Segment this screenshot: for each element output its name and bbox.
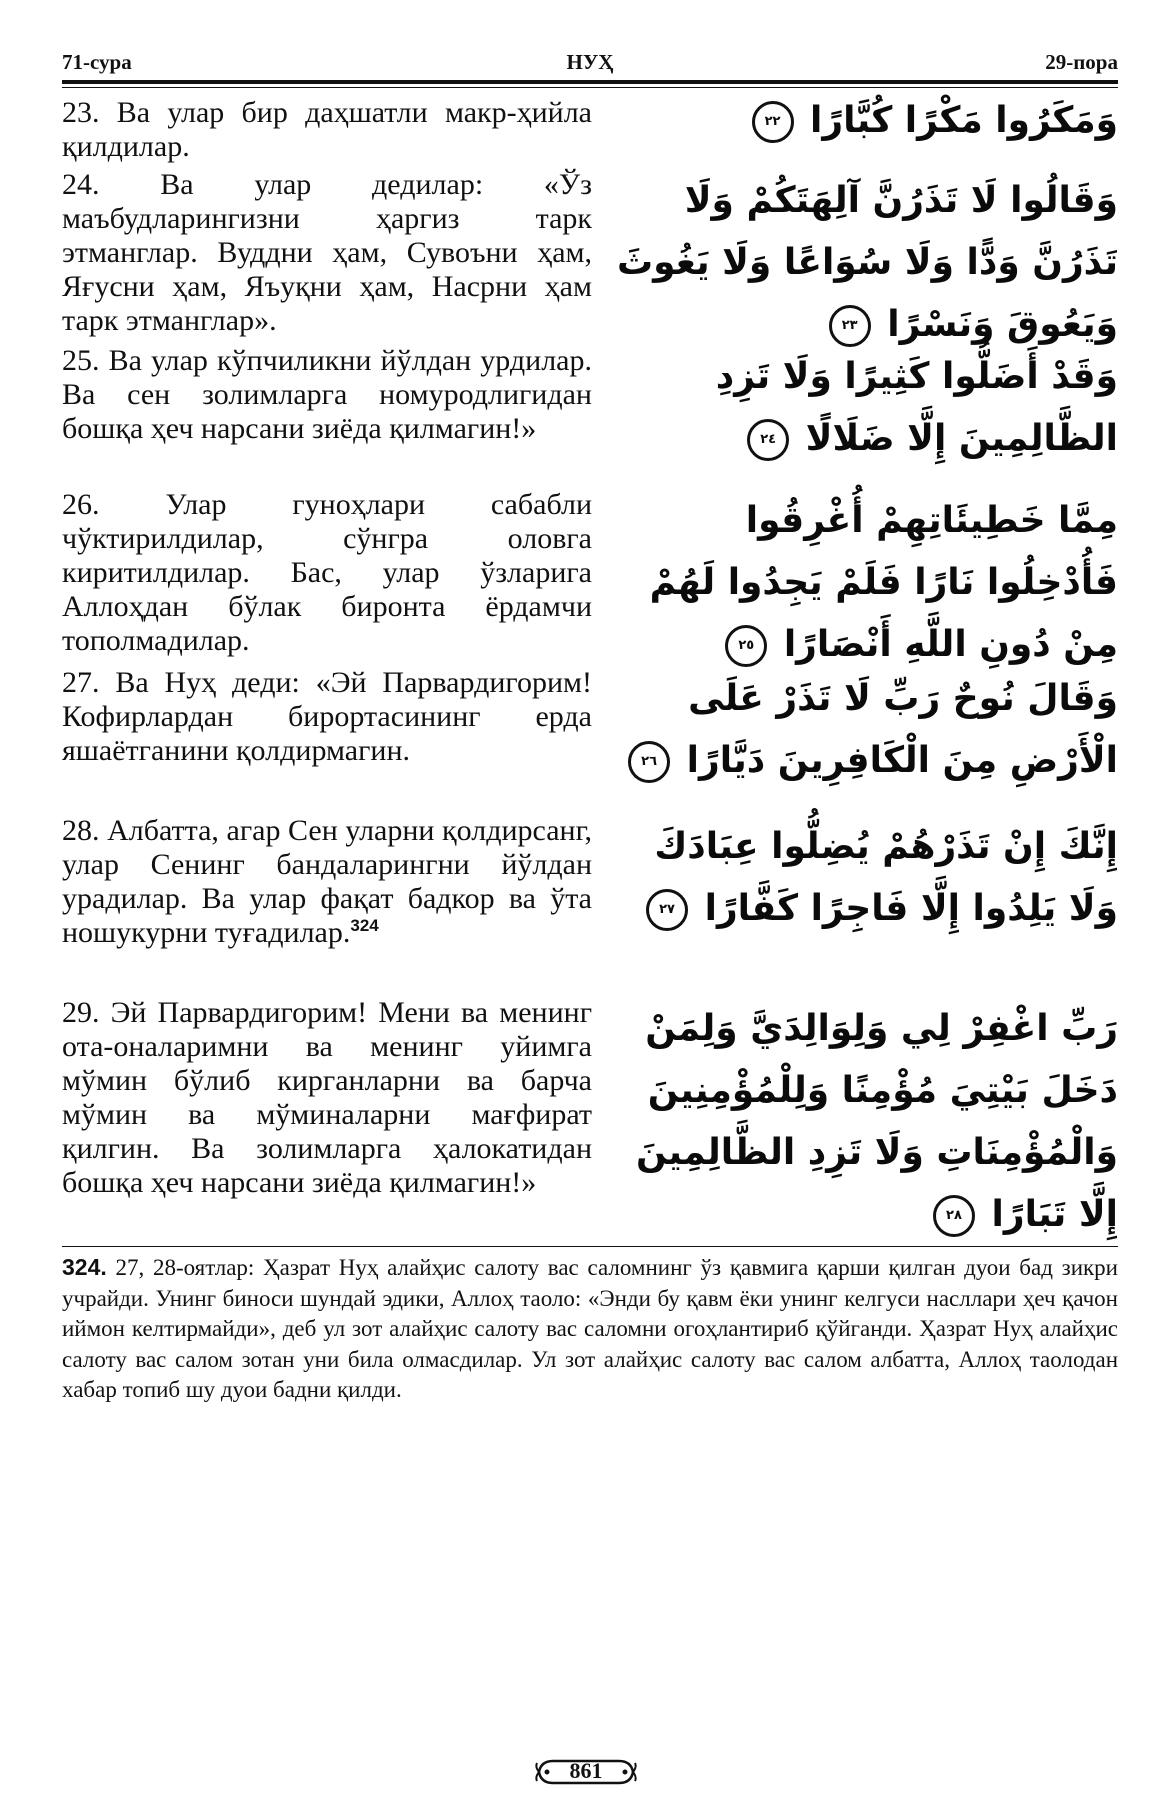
footnote-text: 27, 28-оятлар: Ҳазрат Нуҳ алайҳис салоту вас саломнинг ўз қавмига қарши қилган дуои бад зикри учрайди. Унинг биноси шундай эдики, Аллоҳ таоло: «Энди бу қавм ёки унинг келгуси насллари ҳеч қачон иймон келтирмайди», деб ул зот алайҳис салоту вас саломни огоҳлантириб қўйганди. Ҳазрат Нуҳ алайҳис салоту вас салом зотан уни била олмасдилар. Ул зот алайҳис салоту вас салом албатта, Аллоҳ таолодан хабар топиб шу дуои бадни қилди.	[62, 1255, 1118, 1402]
arabic-text: وَقَدْ أَضَلُّوا كَثِيرًا وَلَا تَزِدِ الظَّالِمِينَ إِلَّا ضَلَالًا	[715, 356, 1118, 459]
juz-number: 29-пора	[1045, 50, 1118, 74]
verse-arabic	[610, 668, 1118, 792]
ayah-number-icon: ٢٥	[725, 625, 767, 667]
arabic-text: مِمَّا خَطِيئَاتِهِمْ أُغْرِقُوا فَأُدْخِلُوا نَارًا فَلَمْ يَجِدُوا لَهُمْ مِنْ دُونِ اللَّهِ أَنْصَارًا	[649, 500, 1118, 665]
ayah-number-icon: ٢٢	[752, 101, 794, 143]
verse-arabic	[610, 170, 1118, 356]
verse-translation: 29. Эй Парвардигорим! Мени ва менинг ота-оналаримни ва менинг уйимга мўмин бўлиб кирганларни ва барча мўмин ва мўминаларни мағфират қилгин. Ва золимларга ҳалокатидан бошқа ҳеч нарсани зиёда қилмагин!»	[62, 996, 592, 1199]
verse-translation: 25. Ва улар кўпчиликни йўлдан урдилар. Ва сен золимларга номуродлигидан бошқа ҳеч нарсани зиёда қилмагин!»	[62, 344, 592, 445]
arabic-text: وَمَكَرُوا مَكْرًا كُبَّارًا	[810, 100, 1118, 141]
verse-translation	[62, 814, 592, 950]
header-rule-thin	[62, 87, 1118, 88]
footnote-reference[interactable]: 324	[350, 916, 379, 935]
arabic-text: رَبِّ اغْفِرْ لِي وَلِوَالِدَيَّ وَلِمَنْ دَخَلَ بَيْتِيَ مُؤْمِنًا وَلِلْمُؤْمِنِينَ وَالْمُؤْمِنَاتِ وَلَا تَزِدِ الظَّالِمِينَ إِلَّا تَبَارًا	[636, 1008, 1118, 1235]
translation-text: 28. Албатта, агар Сен уларни қолдирсанг, улар Сенинг бандаларингни йўлдан урадилар. Ва улар фақат бадкор ва ўта ношукурни туғадилар.	[62, 814, 592, 949]
verse-arabic	[610, 998, 1118, 1246]
arabic-text: وَقَالُوا لَا تَذَرُنَّ آلِهَتَكُمْ وَلَا تَذَرُنَّ وَدًّا وَلَا سُوَاعًا وَلَا يَغُوثَ وَيَعُوقَ وَنَسْرًا	[617, 180, 1118, 345]
arabic-text: وَقَالَ نُوحٌ رَبِّ لَا تَذَرْ عَلَى الْأَرْضِ مِنَ الْكَافِرِينَ دَيَّارًا	[686, 678, 1118, 781]
footnote-divider	[62, 1246, 1118, 1247]
verse-arabic	[610, 490, 1118, 676]
ayah-number-icon: ٢٨	[933, 1195, 975, 1237]
page-number-ornament	[535, 1755, 637, 1789]
arabic-text: إِنَّكَ إِنْ تَذَرْهُمْ يُضِلُّوا عِبَادَكَ وَلَا يَلِدُوا إِلَّا فَاجِرًا كَفَّارًا	[654, 826, 1118, 929]
verse-translation: 24. Ва улар дедилар: «Ўз маъбудларингизни ҳаргиз тарк этманглар. Вуддни ҳам, Сувоъни ҳам, Яғусни ҳам, Яъуқни ҳам, Насрни ҳам тарк этманглар».	[62, 168, 592, 337]
surah-number: 71-сура	[62, 50, 132, 74]
verse-arabic	[610, 816, 1118, 940]
ayah-number-icon: ٢٧	[646, 889, 688, 931]
verse-translation: 27. Ва Нуҳ деди: «Эй Парвардигорим! Кофирлардан бирортасининг ерда яшаётганини қолдирмагин.	[62, 666, 592, 767]
verse-arabic	[610, 346, 1118, 470]
footnote	[62, 1252, 1118, 1406]
ayah-number-icon: ٢٣	[829, 305, 871, 347]
ayah-number-icon: ٢٤	[747, 419, 789, 461]
surah-title: НУҲ	[566, 50, 614, 74]
header-rule-thick	[62, 80, 1118, 84]
footnote-number: 324.	[62, 1254, 107, 1280]
verse-translation: 23. Ва улар бир даҳшатли макр-ҳийла қилдилар.	[62, 96, 592, 163]
page-number: 861	[569, 1758, 603, 1783]
verse-translation: 26. Улар гуноҳлари сабабли чўктирилдилар, сўнгра оловга киритилдилар. Бас, улар ўзларига Аллоҳдан бўлак биронта ёрдамчи тополмадилар.	[62, 488, 592, 657]
verse-arabic	[610, 90, 1118, 152]
ayah-number-icon: ٢٦	[628, 741, 670, 783]
page-header	[62, 50, 1118, 78]
